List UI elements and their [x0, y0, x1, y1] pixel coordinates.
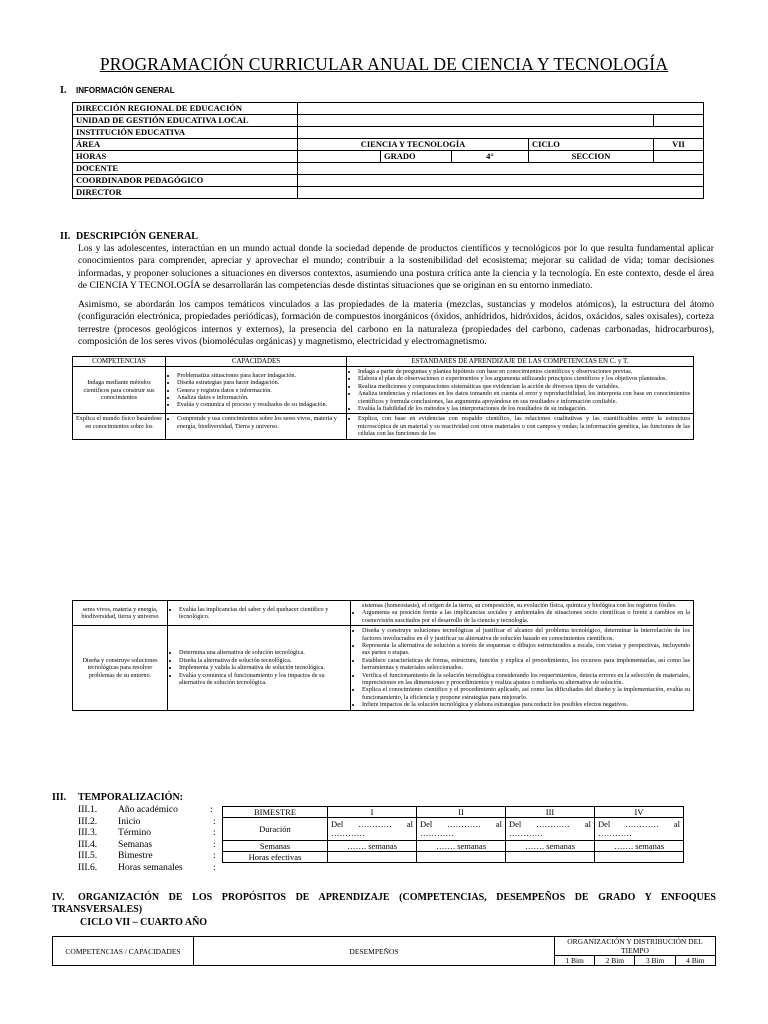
dre-value [298, 103, 704, 115]
list-item: III.4. Semanas : [78, 838, 216, 850]
list-item: III.5. Bimestre : [78, 850, 216, 862]
section-4-heading: IV. ORGANIZACIÓN DE LOS PROPÓSITOS DE APRENDIZAJE (COMPETENCIAS, DESEMPEÑOS DE GRADO Y ENFOQUES TRANSVERSALES) [52, 892, 716, 915]
bimester-table: BIMESTRE I II III IV Duración Del ………… al ………… Del ………… al ………… Del ………… al ………… Del ………… al ………… Semanas ……. semanas ……. semanas ……. semanas ……. semanas Horas efectivas [222, 806, 684, 863]
table-row: Explica el mundo físico basándose en conocimientos sobre los • Comprende y usa conocimientos sobre los seres vivos, materia y energía, biodiversidad, Tierra y universo. • Explica, con base en evidencias con respaldo científico, las relaciones cualitativas y las cuantificables entre la estructura microscópica de un material y su reactividad con otros materiales o con campos y ondas; la información genética, las funciones de las células con las funciones de los [73, 414, 694, 439]
table-row: Diseña y construye soluciones tecnológicas para resolver problemas de su entorno. • Determina una alternativa de solución tecnológica. • Diseña la alternativa de solución tecnológica. • Implementa y valida la alternativa de solución tecnológica. • Evalúa y comunica el funcionamiento y los impactos de su alternativa de solución tecnológica. • Diseña y construye soluciones tecnológicas al justificar el alcance del problema tecnológico, determinar la interrelación de los factores involucrados en él y justificar su alternativa de solución basado en conocimientos científicos. • Representa la alternativa de solución a través de esquemas o dibujos estructurados a escala, con vistas y perspectivas, incluyendo sus partes o etapas. • Establece características de forma, estructura, función y explica el procedimiento, los recursos para implementarlas, así como las herramientas y materiales seleccionados. • Verifica el funcionamiento de la solución tecnológica considerando los requerimientos, detecta errores en la selección de materiales, imprecisiones en las dimensiones y procedimientos y realiza ajustes o rediseña su alternativa de solución. • Explica el conocimiento científico y el procedimiento aplicado, así como las dificultades del diseño y la implementación, evalúa su funcionamiento, la eficiencia y propone estrategias para mejorarlo. • Infiere impactos de la solución tecnológica y elabora estrategias para reducir los posibles efectos negativos. [73, 626, 694, 710]
description-paragraph-1: Los y las adolescentes, interactúan en un mundo actual donde la sociedad depende de productos científicos y tecnológicos por lo que resulta fundamental aplicar conocimientos para comprender, apreciar y aprovechar el mundo; contribuir a la sostenibilidad del ecosistema; mejorar su calidad de vida; tomar decisiones informadas, y proponer soluciones a situaciones en diversos contextos, asumiendo una postura crítica ante la ciencia y la tecnología. En este contexto, desde el área de CIENCIA Y TECNOLOGÍA se desarrollarán las competencias desde distintas situaciones que se originan en su entorno inmediato. [78, 243, 714, 292]
section-3-heading: III. TEMPORALIZACIÓN: [52, 792, 184, 803]
ie-value [298, 127, 704, 139]
purposes-table: COMPETENCIAS / CAPACIDADES DESEMPEÑOS ORGANIZACIÓN Y DISTRIBUCIÓN DEL TIEMPO 1 Bim 2 Bim 3 Bim 4 Bim [52, 936, 716, 966]
table-row: Indaga mediante métodos científicos para construir sus conocimientos • Problematiza situaciones para hacer indagación. • Diseña estrategias para hacer indagación. • Genera y registra datos e información. • Analiza datos e información. • Evalúa y comunica el proceso y resultados de su indagación. • Indaga a partir de preguntas y plantea hipótesis con base en conocimientos científicos y observaciones previas. • Elabora el plan de observaciones o experimentos y los argumenta utilizando principios científicos y los objetivos planteados. • Realiza mediciones y comparaciones sistemáticas que evidencian la acción de diversos tipos de variables. • Analiza tendencias y relaciones en los datos tomando en cuenta el error y reproducibilidad, los interpreta con base en conocimientos científicos y formula conclusiones, las argumenta apoyándose en sus resultados e información confiable. • Evalúa la fiabilidad de los métodos y las interpretaciones de los resultados de su indagación. [73, 367, 694, 414]
table-row: seres vivos, materia y energía, biodiversidad, tierra y universo • Evalúa las implicancias del saber y del quehacer científico y tecnológico. sistemas (homeostasis), el origen de la tierra, su composición, su evolución física, química y biológica con los registros fósiles. • Argumenta su posición frente a las implicancias sociales y ambientales de situaciones socio científicas o frente a cambios en la cosmovisión suscitados por el desarrollo de la ciencia y tecnología. [73, 601, 694, 626]
section-4-cycle: CICLO VII – CUARTO AÑO [80, 917, 208, 928]
competencies-table-continued [72, 600, 694, 711]
list-item: III.6. Horas semanales : [78, 861, 216, 873]
general-info-table: DIRECCIÓN REGIONAL DE EDUCACIÓN UNIDAD DE GESTIÓN EDUCATIVA LOCAL INSTITUCIÓN EDUCATIVA ÁREA CIENCIA Y TECNOLOGÍA CICLO VII HORAS GRADO 4° SECCION DOCENTE COORDINADOR PEDAGÓGICO DIRECTOR [72, 102, 704, 199]
section-2-heading: II. DESCRIPCIÓN GENERAL [60, 231, 198, 242]
description-paragraph-2: Asimismo, se abordarán los campos temáticos vinculados a las propiedades de la materia (mezclas, sustancias y modelos atómicos), la estructura del átomo (configuración electrónica, propiedades periódicas), formación de compuestos inorgánicos (óxidos, anhídridos, hidróxidos, ácidos, oxácidos, sales oxisales), corteza terrestre (procesos geológicos internos y externos), la presencia del carbono en la naturaleza (propiedades del carbono, cadenas carbonadas, hidrocarburos), composición de los seres vivos (biomoléculas orgánicas) y magnetismo, electricidad y electromagnetismo. [78, 299, 714, 348]
temporalization-list [78, 804, 216, 874]
ugel-value [298, 115, 654, 127]
competencies-table: COMPETENCIAS CAPACIDADES ESTANDARES DE APRENDIZAJE DE LAS COMPETENCIAS EN C. y T. Indaga mediante métodos científicos para construir sus conocimientos • Problematiza situaciones para hacer indagación. • Diseña estrategias para hacer indagación. • Genera y registra datos e información. • Analiza datos e información. • Evalúa y comunica el proceso y resultados de su indagación. • Indaga a partir de preguntas y plantea hipótesis con base en conocimientos científicos y observaciones previas. • Elabora el plan de observaciones o experimentos y los argumenta utilizando principios científicos y los objetivos planteados. • Realiza mediciones y comparaciones sistemáticas que evidencian la acción de diversos tipos de variables. • Analiza tendencias y relaciones en los datos tomando en cuenta el error y reproducibilidad, los interpreta con base en conocimientos científicos y formula conclusiones, las argumenta apoyándose en sus resultados e información confiable. • Evalúa la fiabilidad de los métodos y las interpretaciones de los resultados de su indagación. Explica el mundo físico basándose en conocimientos sobre los • Comprende y usa conocimientos sobre los seres vivos, materia y energía, biodiversidad, Tierra y universo. • Explica, con base en evidencias con respaldo científico, las relaciones cualitativas y las cuantificables entre la estructura microscópica de un material y su reactividad con otros materiales o con campos y ondas; la información genética, las funciones de las células con las funciones de los [72, 356, 694, 440]
list-item: III.1. Año académico : [78, 804, 213, 815]
list-item: III.2. Inicio : [78, 815, 216, 827]
section-1-heading: I. INFORMACIÓN GENERAL [60, 85, 175, 96]
list-item: III.3. Término : [78, 827, 216, 839]
page-title: PROGRAMACIÓN CURRICULAR ANUAL DE CIENCIA Y TECNOLOGÍA [99, 54, 669, 74]
